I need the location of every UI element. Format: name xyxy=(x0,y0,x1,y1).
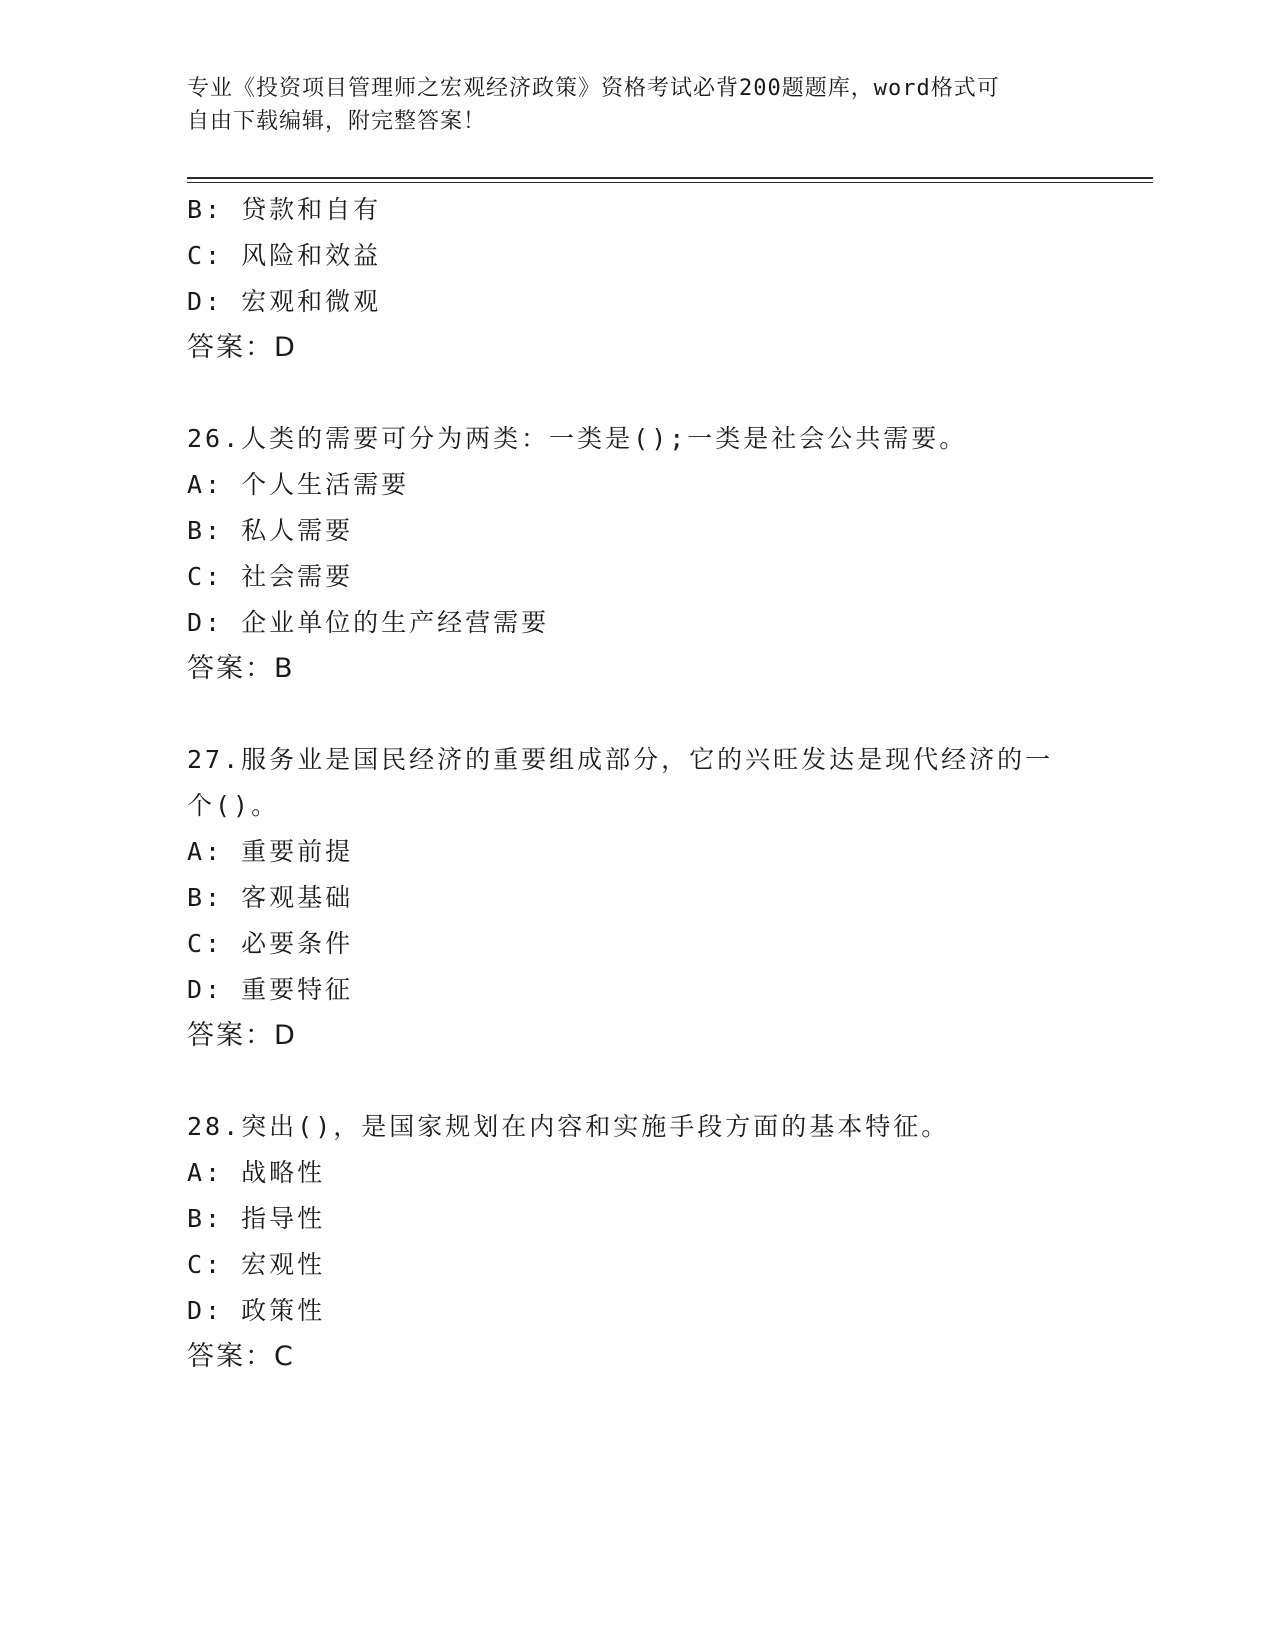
question-list xyxy=(187,187,1087,1380)
header-divider-thin xyxy=(187,182,1153,183)
question-block-27 xyxy=(187,737,1087,1059)
option-a: A: 个人生活需要 xyxy=(187,470,410,499)
question-block-28 xyxy=(187,1104,1087,1380)
option-d: D: 政策性 xyxy=(187,1296,326,1325)
page-header xyxy=(187,72,1067,138)
option-b: B: 客观基础 xyxy=(187,883,354,912)
option-c: C: 必要条件 xyxy=(187,929,354,958)
answer-line: 答案：D xyxy=(187,332,297,363)
question-stem: 27.服务业是国民经济的重要组成部分，它的兴旺发达是现代经济的一 xyxy=(187,745,1054,774)
option-c: C: 社会需要 xyxy=(187,562,354,591)
option-b: B: 指导性 xyxy=(187,1204,326,1233)
answer-line: 答案：D xyxy=(187,1020,297,1051)
option-c: C: 风险和效益 xyxy=(187,241,382,270)
question-stem: 28.突出()，是国家规划在内容和实施手段方面的基本特征。 xyxy=(187,1112,950,1141)
spacer xyxy=(187,1059,1087,1104)
header-line-2: 自由下载编辑，附完整答案！ xyxy=(187,109,487,134)
option-c: C: 宏观性 xyxy=(187,1250,326,1279)
question-stem: 26.人类的需要可分为两类：一类是();一类是社会公共需要。 xyxy=(187,424,968,453)
option-a: A: 战略性 xyxy=(187,1158,326,1187)
question-block-partial xyxy=(187,187,1087,371)
question-stem-continued: 个()。 xyxy=(187,791,280,820)
answer-line: 答案：B xyxy=(187,653,295,684)
option-a: A: 重要前提 xyxy=(187,837,354,866)
answer-line: 答案：C xyxy=(187,1341,295,1372)
spacer xyxy=(187,692,1087,737)
question-block-26 xyxy=(187,416,1087,692)
option-b: B: 贷款和自有 xyxy=(187,195,382,224)
option-d: D: 宏观和微观 xyxy=(187,287,382,316)
header-line-1: 专业《投资项目管理师之宏观经济政策》资格考试必背200题题库，word格式可 xyxy=(187,76,1000,101)
option-d: D: 企业单位的生产经营需要 xyxy=(187,608,550,637)
header-divider-thick xyxy=(187,177,1153,179)
spacer xyxy=(187,371,1087,416)
option-d: D: 重要特征 xyxy=(187,975,354,1004)
option-b: B: 私人需要 xyxy=(187,516,354,545)
